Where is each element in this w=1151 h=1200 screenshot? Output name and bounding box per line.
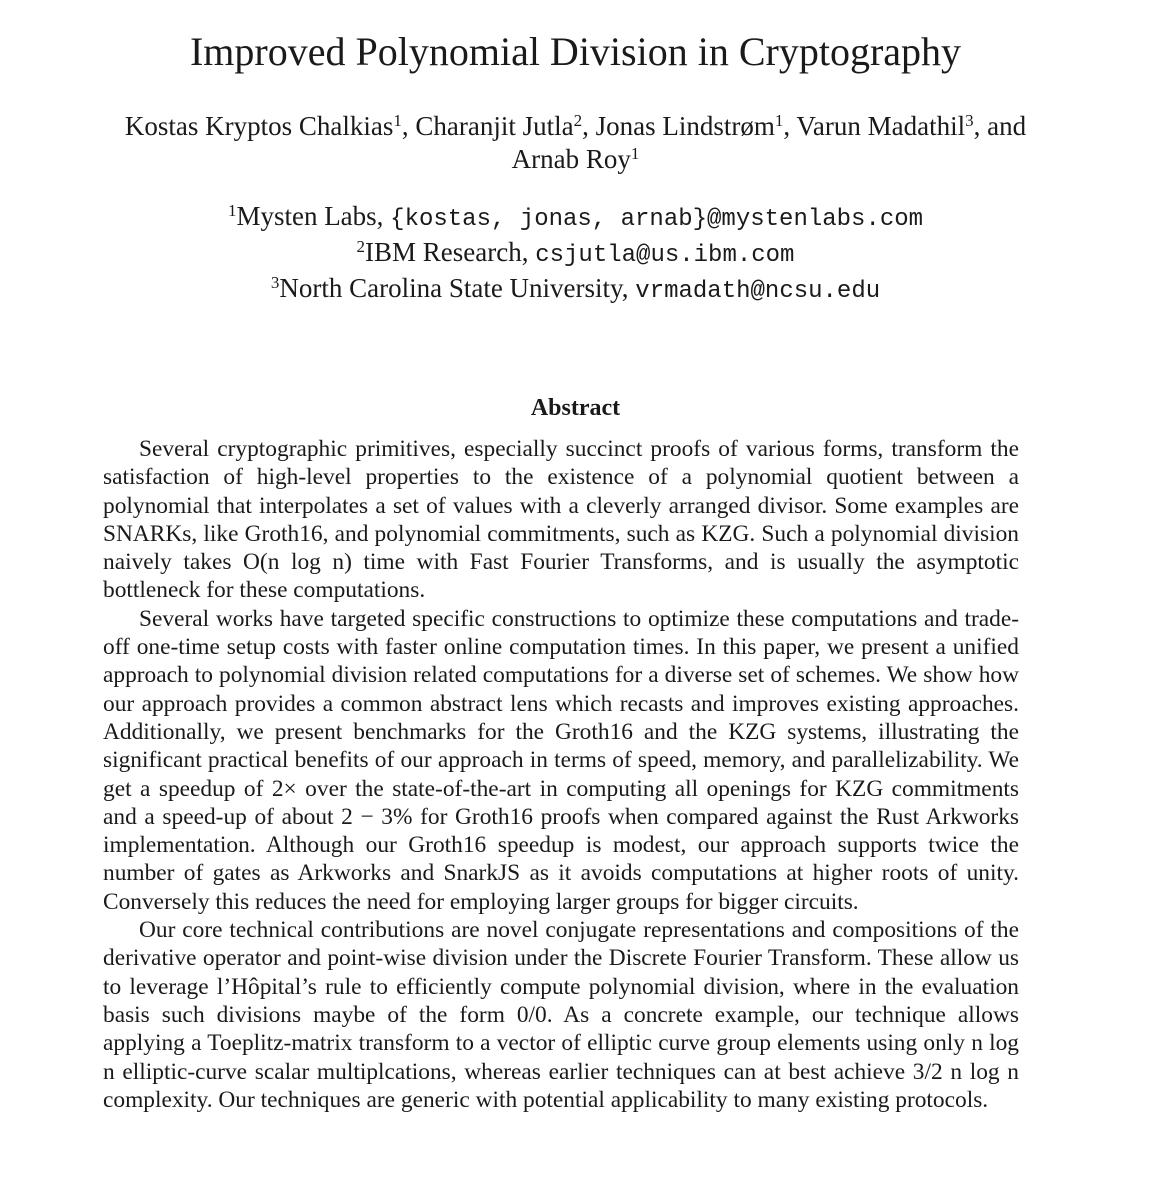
affiliation-line (0, 200, 1151, 236)
author-list: Kostas Kryptos Chalkias$^1$, Charanjit Jutla$^2$, Jonas Lindstrøm$^1$, Varun Madathil$^3$, and Arnab Roy$^1$ (124, 111, 1027, 174)
affiliation-mark: 1 (630, 144, 640, 163)
author-name: Jonas Lindstrøm (595, 111, 775, 141)
affiliation-email: {kostas, jonas, arnab}@mystenlabs.com (390, 206, 924, 233)
affiliation-institution: IBM Research, (365, 237, 536, 267)
author-name: Kostas Kryptos Chalkias (124, 111, 394, 141)
affiliation-mark: 3 (965, 111, 974, 130)
abstract-paragraph: Our core technical contributions are novel conjugate representations and compositions of the derivative operator and point-wise division under the Discrete Fourier Transform. These allow us to leverage l’Hôpital’s rule to efficiently compute polynomial division, where in the evaluation basis such divisions maybe of the form 0/0. As a concrete example, our technique allows applying a Toeplitz-matrix transform to a vector of elliptic curve group elements using only n log n elliptic-curve scalar multiplcations, whereas earlier techniques can at best achieve 3/2 n log n complexity. Our techniques are generic with potential applicability to many existing protocols. (103, 917, 1019, 1113)
author-name: Charanjit Jutla (415, 111, 574, 141)
affiliation-list (0, 200, 1151, 308)
affiliation-institution: Mysten Labs, (236, 201, 391, 231)
affiliation-mark: 3 (270, 273, 280, 292)
affiliation-email: vrmadath@ncsu.edu (635, 278, 881, 305)
affiliation-mark: 1 (393, 111, 402, 130)
author-name: Varun Madathil (796, 111, 966, 141)
abstract-paragraph: Several cryptographic primitives, especially succinct proofs of various forms, transform the satisfaction of high-level properties to the existence of a polynomial quotient between a polynomial that interpolates a set of values with a cleverly arranged divisor. Some examples are SNARKs, like Groth16, and polynomial commitments, such as KZG. Such a polynomial division naively takes O(n log n) time with Fast Fourier Transforms, and is usually the asymptotic bottleneck for these computations. (103, 436, 1019, 604)
affiliation-line (0, 236, 1151, 272)
abstract-body (103, 435, 1019, 1114)
affiliation-institution: North Carolina State University, (279, 273, 636, 303)
affiliation-mark: 2 (573, 111, 583, 130)
abstract-paragraph: Several works have targeted specific constructions to optimize these computations and trade-off one-time setup costs with faster online computation times. In this paper, we present a unified approach to polynomial division related computations for a diverse set of schemes. We show how our approach provides a common abstract lens which recasts and improves existing approaches. Additionally, we present benchmarks for the Groth16 and the KZG systems, illustrating the significant practical benefits of our approach in terms of speed, memory, and parallelizability. We get a speedup of 2× over the state-of-the-art in computing all openings for KZG commitments and a speed-up of about 2 − 3% for Groth16 proofs when compared against the Rust Arkworks implementation. Although our Groth16 speedup is modest, our approach supports twice the number of gates as Arkworks and SnarkJS as it avoids computations at higher roots of unity. Conversely this reduces the need for employing larger groups for bigger circuits. (103, 605, 1019, 915)
affiliation-line (0, 272, 1151, 308)
affiliation-mark: 2 (356, 237, 366, 256)
affiliation-email: csjutla@us.ibm.com (535, 242, 795, 269)
author-name: Arnab Roy (511, 144, 631, 174)
affiliation-mark: 1 (227, 201, 237, 220)
affiliation-mark: 1 (774, 111, 784, 130)
abstract-heading: Abstract (530, 395, 621, 421)
paper-title: Improved Polynomial Division in Cryptography (189, 29, 962, 74)
